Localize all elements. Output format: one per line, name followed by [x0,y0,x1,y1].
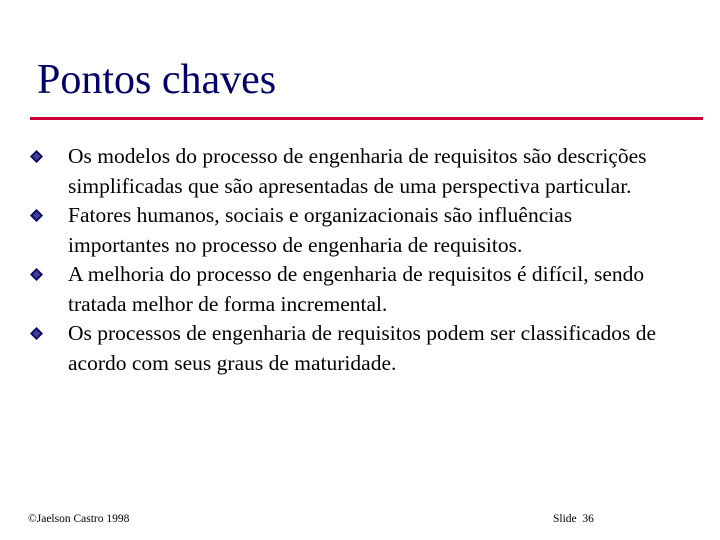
bullet-text: Os processos de engenharia de requisitos podem ser classificados de acordo com seus graus de maturidade. [68,321,657,375]
bullet-item [30,319,670,378]
bullet-item [30,260,670,319]
bullet-item [30,201,670,260]
diamond-bullet-icon [30,150,43,163]
diamond-bullet-icon [30,268,43,281]
footer-copyright: ©Jaelson Castro 1998 [28,513,130,525]
bullet-list [30,142,670,378]
footer-slide-number [553,511,594,527]
bullet-text: Os modelos do processo de engenharia de requisitos são descrições simplificadas que são apresentadas de uma perspectiva particular. [68,144,647,198]
slide-number: 36 [582,513,594,525]
diamond-bullet-icon [30,327,43,340]
slide-title: Pontos chaves [37,57,277,103]
diamond-bullet-icon [30,209,43,222]
bullet-text: Fatores humanos, sociais e organizacionais são influências importantes no processo de engenharia de requisitos. [68,203,573,257]
slide-label: Slide [553,513,577,525]
title-underline [30,117,703,120]
bullet-item [30,142,670,201]
bullet-text: A melhoria do processo de engenharia de requisitos é difícil, sendo tratada melhor de forma incremental. [68,262,645,316]
